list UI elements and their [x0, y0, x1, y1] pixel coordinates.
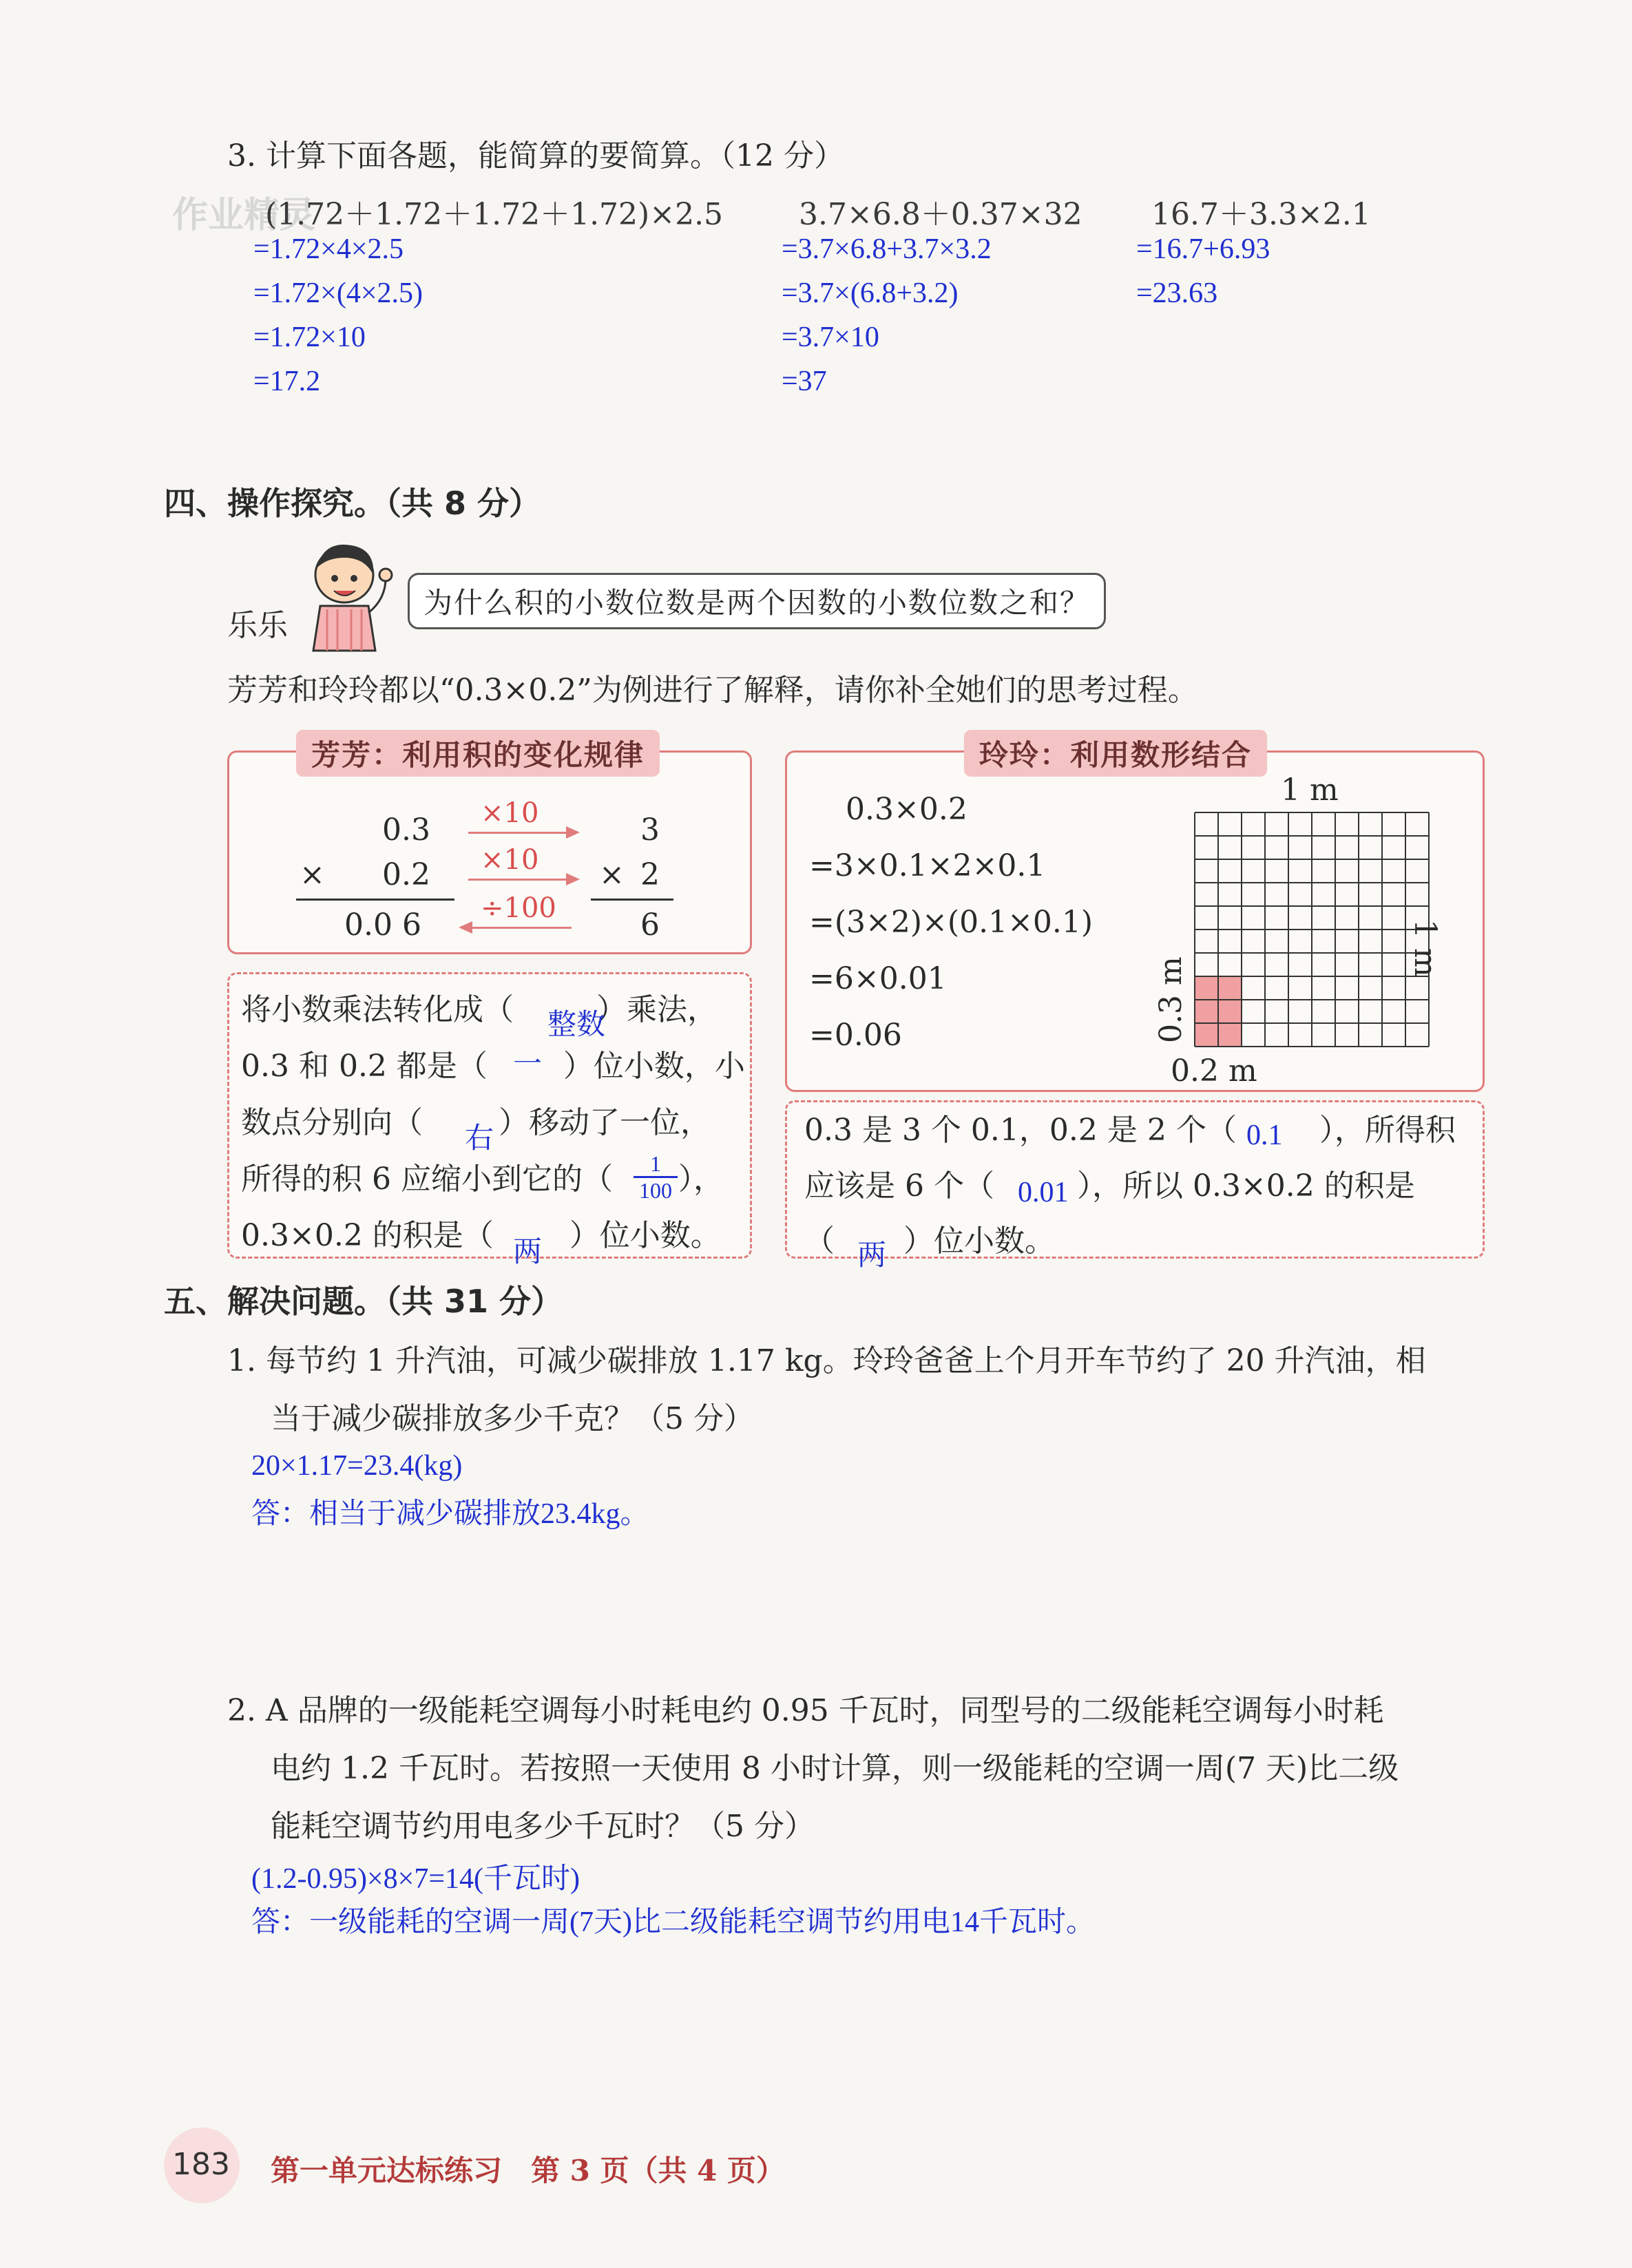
shaded-cell — [1218, 976, 1242, 1000]
p2-line1: 2. A 品牌的一级能耗空调每小时耗电约 0.95 千瓦时，同型号的二级能耗空调每小时耗 — [227, 1693, 1384, 1728]
ll-line3: =6×0.01 — [809, 961, 947, 996]
fraction-denominator: 100 — [634, 1176, 678, 1203]
watermark: 作业精灵 — [172, 195, 316, 236]
arrow2-head-icon — [566, 872, 581, 887]
ll-answer2: 0.01 — [1018, 1177, 1069, 1208]
step: =3.7×6.8+3.7×3.2 — [782, 233, 992, 265]
step: =1.72×4×2.5 — [253, 233, 404, 265]
footer-text: 第一单元达标练习 第 3 页（共 4 页） — [271, 2154, 785, 2187]
p1-line2: 当于减少碳排放多少千克？（5 分） — [271, 1401, 754, 1436]
ff-line2: 0.3 和 0.2 都是（ ）位小数，小 — [241, 1049, 745, 1084]
p2-answer2: 答：一级能耗的空调一周(7天)比二级能耗空调节约用电14千瓦时。 — [251, 1907, 1095, 1938]
ll-text1: 0.3 是 3 个 0.1，0.2 是 2 个（ ），所得积 — [804, 1113, 1456, 1148]
factor-b1: 3 — [640, 812, 660, 848]
factor-b2: 2 — [640, 857, 660, 892]
lingling-title: 玲玲：利用数形结合 — [964, 730, 1267, 777]
ll-line0: 0.3×0.2 — [846, 792, 967, 827]
q3-title: 3. 计算下面各题，能简算的要简算。（12 分） — [227, 138, 844, 174]
grid-left-label: 0.3 m — [1153, 956, 1189, 1043]
step: =1.72×10 — [253, 322, 366, 353]
arrow3-label: ÷100 — [481, 892, 556, 924]
product-right: 6 — [640, 907, 660, 943]
ff-answer4-fraction — [634, 1151, 678, 1203]
fraction-numerator: 1 — [650, 1151, 661, 1176]
q3-col3-expr: 16.7＋3.3×2.1 — [1151, 197, 1371, 232]
step: =37 — [782, 366, 827, 397]
underline-right — [591, 899, 673, 901]
ff-line5: 0.3×0.2 的积是（ ）位小数。 — [241, 1218, 721, 1253]
arrow3-line — [468, 927, 572, 929]
p2-line3: 能耗空调节约用电多少千瓦时？（5 分） — [271, 1809, 815, 1844]
p2-line2: 电约 1.2 千瓦时。若按照一天使用 8 小时计算，则一级能耗的空调一周(7 天)比二级 — [271, 1751, 1399, 1786]
fangfang-title: 芳芳：利用积的变化规律 — [296, 730, 660, 777]
ff-answer5: 两 — [513, 1237, 543, 1268]
q3-col3-steps — [1136, 227, 1270, 315]
shaded-cell — [1218, 1023, 1242, 1047]
step: =3.7×10 — [782, 322, 879, 353]
ll-answer3: 两 — [857, 1240, 887, 1272]
ll-line1: =3×0.1×2×0.1 — [809, 848, 1046, 883]
boy-illustration — [289, 537, 399, 654]
grid-bottom-label: 0.2 m — [1171, 1053, 1257, 1089]
shaded-cell — [1218, 1000, 1242, 1023]
section4-heading: 四、操作探究。（共 8 分） — [164, 485, 541, 522]
ff-answer1: 整数 — [547, 1009, 606, 1041]
ff-line1: 将小数乘法转化成（ ）乘法， — [241, 992, 718, 1027]
p1-answer2: 答：相当于减少碳排放23.4kg。 — [251, 1498, 649, 1530]
arrow3-head-icon — [457, 920, 472, 935]
step: =17.2 — [253, 366, 321, 397]
ff-line4: 所得的积 6 应缩小到它的（ ）， — [241, 1162, 724, 1197]
ll-line4: =0.06 — [809, 1018, 902, 1053]
p1-answer1: 20×1.17=23.4(kg) — [251, 1450, 463, 1482]
q3-col1-expr: (1.72＋1.72＋1.72＋1.72)×2.5 — [265, 197, 724, 232]
grid-right-label: 1 m — [1408, 919, 1443, 977]
ll-text3: （ ）位小数。 — [804, 1224, 1055, 1259]
factor-a1: 0.3 — [382, 812, 430, 848]
step: =3.7×(6.8+3.2) — [782, 277, 959, 309]
underline-left — [296, 899, 454, 901]
step: =16.7+6.93 — [1136, 233, 1270, 265]
ff-answer3: 右 — [465, 1123, 494, 1155]
q3-col2-expr: 3.7×6.8＋0.37×32 — [799, 197, 1082, 232]
p2-answer1: (1.2-0.95)×8×7=14(千瓦时) — [251, 1863, 580, 1895]
section4-intro: 芳芳和玲玲都以“0.3×0.2”为例进行了解释，请你补全她们的思考过程。 — [227, 673, 1198, 708]
speech-bubble: 为什么积的小数位数是两个因数的小数位数之和？ — [408, 573, 1106, 629]
q3-col2-steps — [782, 227, 992, 403]
p1-line1: 1. 每节约 1 升汽油，可减少碳排放 1.17 kg。玲玲爸爸上个月开车节约了 20 升汽油，相 — [227, 1343, 1426, 1378]
times-sign-b: × — [599, 857, 625, 892]
arrow1-label: ×10 — [481, 797, 539, 829]
ll-text2: 应该是 6 个（ ），所以 0.3×0.2 的积是 — [804, 1168, 1415, 1204]
arrow2-line — [468, 879, 572, 881]
shaded-cell — [1195, 976, 1218, 1000]
q3-col1-steps — [253, 227, 423, 403]
grid-top-label: 1 m — [1281, 773, 1339, 808]
shaded-cell — [1195, 1023, 1218, 1047]
speaker-name: 乐乐 — [227, 608, 288, 643]
page-number: 183 — [172, 2147, 230, 2182]
step: =23.63 — [1136, 277, 1218, 309]
factor-a2: 0.2 — [382, 857, 430, 892]
arrow1-head-icon — [566, 825, 581, 840]
arrow2-label: ×10 — [481, 844, 539, 876]
arrow1-line — [468, 832, 572, 834]
ff-answer2: 一 — [513, 1049, 543, 1080]
section5-heading: 五、解决问题。（共 31 分） — [164, 1283, 563, 1320]
step: =1.72×(4×2.5) — [253, 277, 423, 309]
unit-square-grid — [1188, 806, 1436, 1053]
shaded-cell — [1195, 1000, 1218, 1023]
ll-answer1: 0.1 — [1246, 1120, 1283, 1151]
product-left: 0.0 6 — [344, 907, 421, 943]
ff-line3: 数点分别向（ ）移动了一位， — [241, 1105, 711, 1140]
ll-line2: =(3×2)×(0.1×0.1) — [809, 905, 1094, 940]
times-sign: × — [300, 857, 325, 892]
